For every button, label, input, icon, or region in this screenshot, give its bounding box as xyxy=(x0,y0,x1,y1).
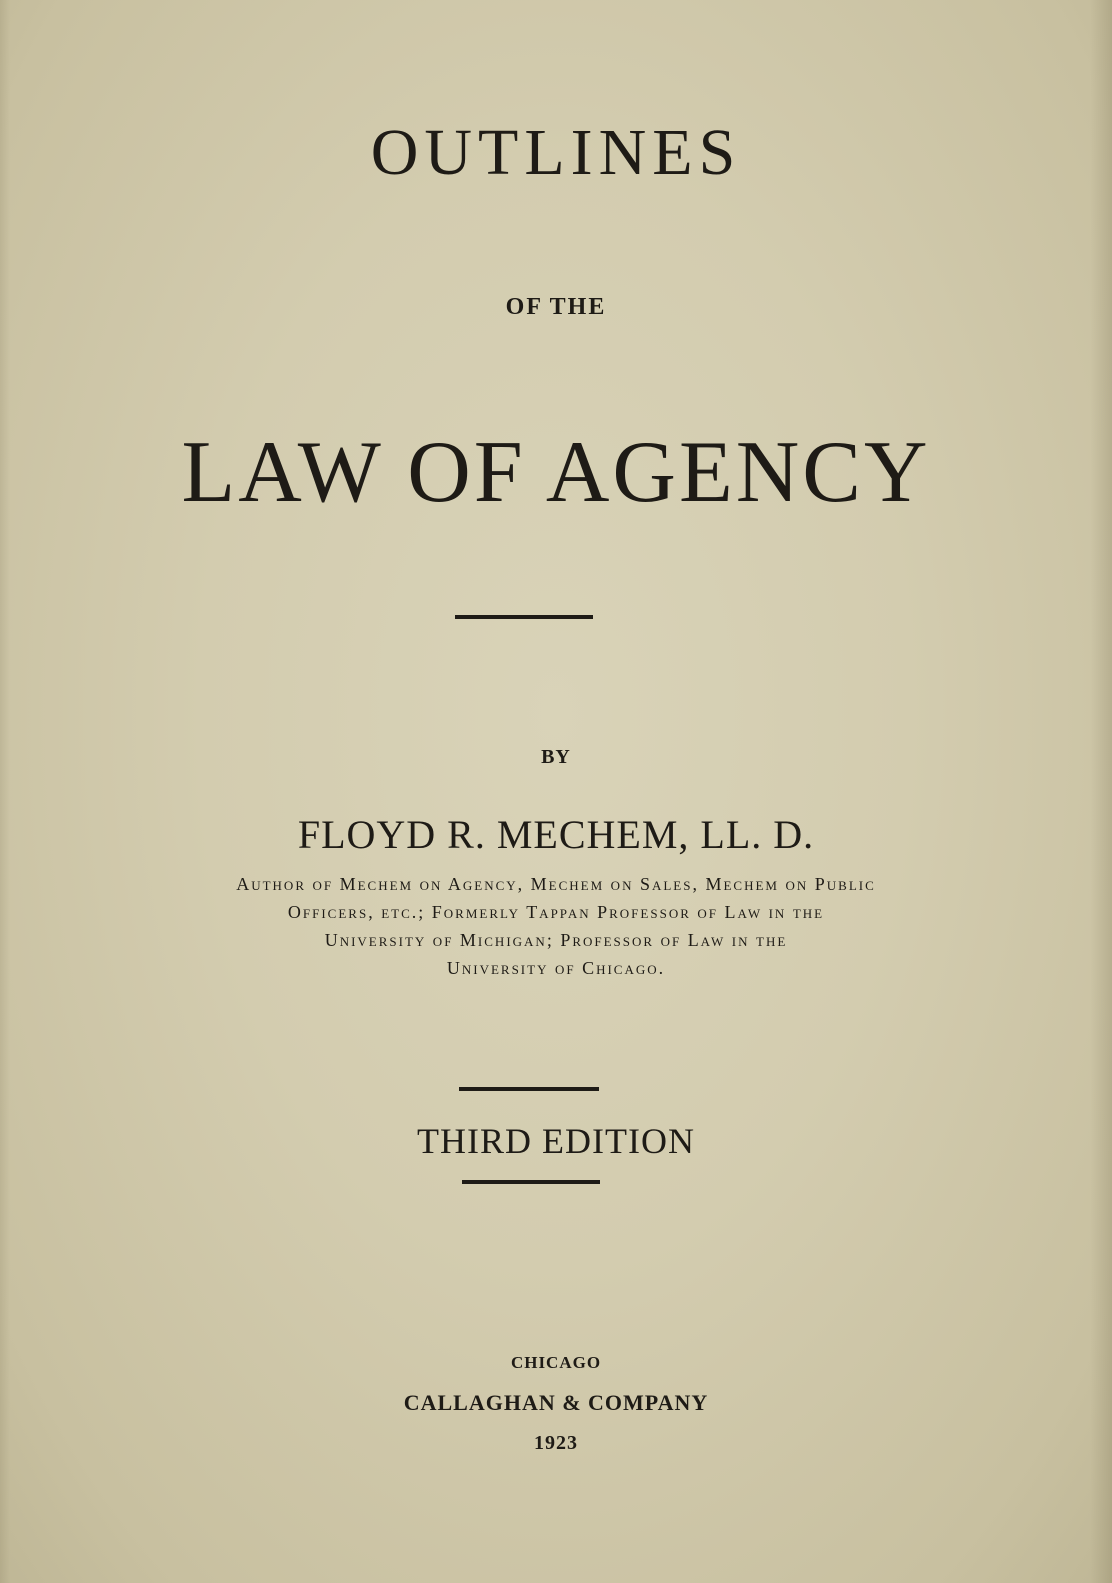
imprint-publisher: CALLAGHAN & COMPANY xyxy=(403,1390,709,1415)
title-of-the: OF THE xyxy=(505,294,607,320)
title-law-of-agency: LAW OF AGENCY xyxy=(181,424,931,521)
title-outlines: OUTLINES xyxy=(370,116,742,189)
credentials-line: Author of Mechem on Agency, Mechem on Sales, Mechem on Public xyxy=(236,874,876,894)
imprint-year: 1923 xyxy=(534,1432,578,1454)
page-edge-shadow-right xyxy=(1090,0,1112,1583)
page-edge-shadow-left xyxy=(0,0,10,1583)
divider-rule xyxy=(455,615,593,619)
credentials-line: University of Chicago. xyxy=(446,958,666,978)
divider-rule xyxy=(462,1180,600,1184)
credentials-line: University of Michigan; Professor of Law in the xyxy=(324,930,788,950)
imprint-city: CHICAGO xyxy=(510,1353,602,1372)
credentials-line: Officers, etc.; Formerly Tappan Professor of Law in the xyxy=(287,902,825,922)
edition-label: THIRD EDITION xyxy=(417,1121,695,1161)
divider-rule xyxy=(459,1087,599,1091)
by-label: BY xyxy=(541,746,571,768)
author-credentials xyxy=(0,870,1112,982)
author-name: FLOYD R. MECHEM, LL. D. xyxy=(297,812,815,857)
